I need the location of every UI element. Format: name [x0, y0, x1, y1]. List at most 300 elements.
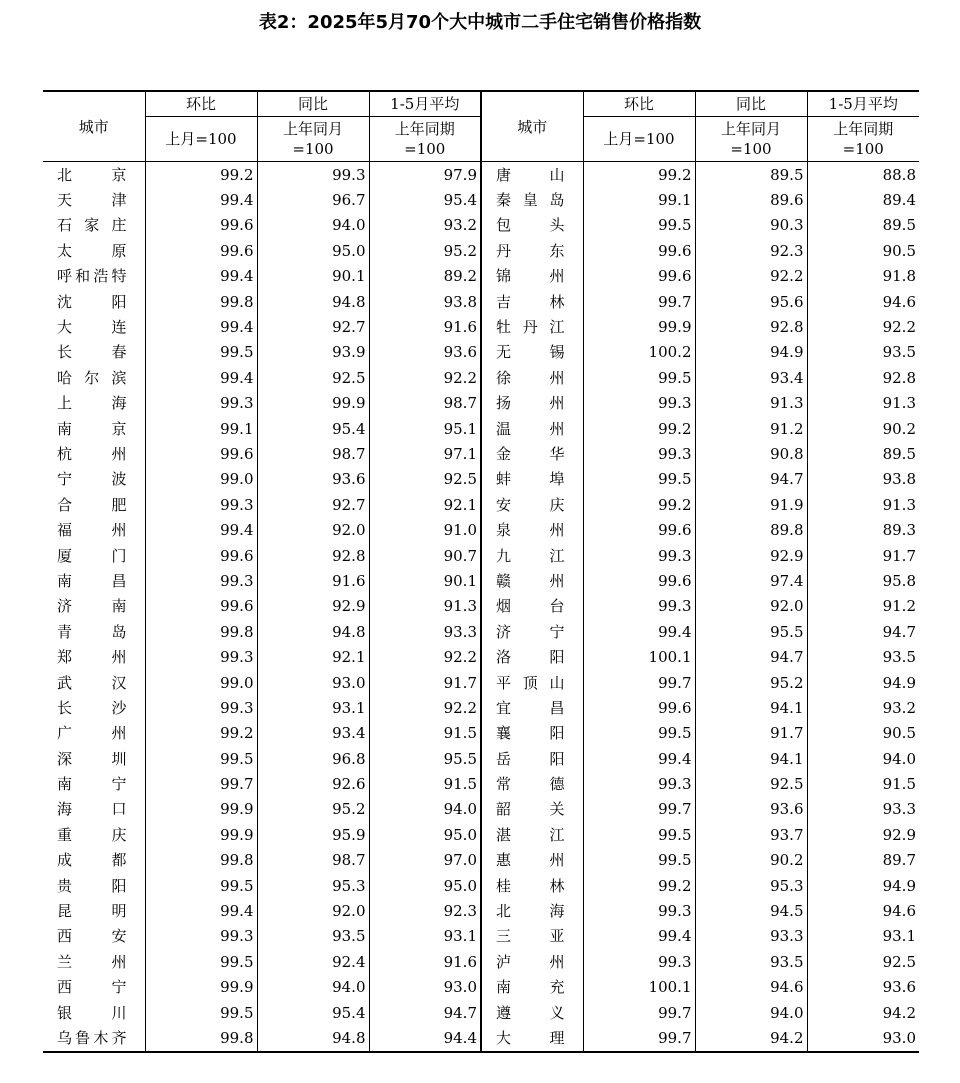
table-row: [43, 822, 919, 847]
table-row: [43, 467, 919, 492]
left-city-cell: 南京: [57, 419, 127, 438]
avg-base-label-left: [369, 117, 481, 162]
city-column-header-left: 城市: [43, 91, 145, 162]
left-avg-cell: 91.5: [369, 721, 481, 746]
left-city-cell: 沈阳: [57, 292, 127, 311]
left-city-cell: 深圳: [57, 749, 127, 768]
left-city-cell: 长沙: [57, 698, 127, 717]
right-avg-cell: 89.5: [807, 213, 919, 238]
left-mom-cell: 99.4: [145, 264, 257, 289]
table-row: [43, 441, 919, 466]
table-row: [43, 644, 919, 669]
table-row: [43, 1025, 919, 1051]
right-city-cell: 遵义: [481, 1000, 583, 1025]
right-city-cell: 唐山: [481, 162, 583, 188]
left-mom-cell: 99.5: [145, 949, 257, 974]
left-mom-cell: 99.3: [145, 492, 257, 517]
left-avg-cell: 94.7: [369, 1000, 481, 1025]
table-header: [43, 91, 919, 162]
right-avg-cell: 92.9: [807, 822, 919, 847]
table-row: [43, 975, 919, 1000]
avg-base-line1: 上年同期: [833, 120, 894, 138]
left-yoy-cell: 98.7: [257, 441, 369, 466]
left-yoy-cell: 95.9: [257, 822, 369, 847]
right-mom-cell: 99.5: [583, 822, 695, 847]
right-city-cell: 惠州: [481, 848, 583, 873]
right-yoy-cell: 92.3: [695, 238, 807, 263]
right-mom-cell: 99.4: [583, 746, 695, 771]
mom-column-header-right: 环比: [583, 91, 695, 117]
left-yoy-cell: 94.8: [257, 619, 369, 644]
right-avg-cell: 89.4: [807, 187, 919, 212]
left-yoy-cell: 92.4: [257, 949, 369, 974]
right-city-cell: 扬州: [481, 391, 583, 416]
left-city-cell: 长春: [57, 343, 127, 362]
left-mom-cell: 99.5: [145, 1000, 257, 1025]
right-city-cell: 烟台: [481, 594, 583, 619]
right-mom-cell: 99.3: [583, 441, 695, 466]
right-yoy-cell: 92.2: [695, 264, 807, 289]
table-row: [43, 594, 919, 619]
left-city-cell: 武汉: [57, 673, 127, 692]
right-city-cell: 湛江: [481, 822, 583, 847]
table-row: [43, 797, 919, 822]
table-row: [43, 771, 919, 796]
right-city-cell: 秦皇岛: [481, 187, 583, 212]
right-city-cell: 襄阳: [481, 721, 583, 746]
table-row: [43, 492, 919, 517]
left-avg-cell: 93.8: [369, 289, 481, 314]
right-mom-cell: 99.5: [583, 213, 695, 238]
yoy-base-line2: =100: [730, 140, 772, 158]
right-avg-cell: 93.1: [807, 924, 919, 949]
right-yoy-cell: 95.2: [695, 670, 807, 695]
right-avg-cell: 91.7: [807, 543, 919, 568]
avg-base-line2: =100: [842, 140, 884, 158]
right-avg-cell: 92.2: [807, 314, 919, 339]
left-avg-cell: 89.2: [369, 264, 481, 289]
left-city-cell: 南宁: [57, 775, 127, 794]
table-row: [43, 213, 919, 238]
left-mom-cell: 99.6: [145, 238, 257, 263]
yoy-base-label-right: [695, 117, 807, 162]
left-avg-cell: 93.2: [369, 213, 481, 238]
left-mom-cell: 99.8: [145, 848, 257, 873]
right-yoy-cell: 93.5: [695, 949, 807, 974]
left-city-cell: 石家庄: [57, 216, 127, 235]
right-yoy-cell: 94.1: [695, 746, 807, 771]
right-yoy-cell: 94.9: [695, 340, 807, 365]
yoy-base-line1: 上年同月: [720, 120, 781, 138]
left-yoy-cell: 96.7: [257, 187, 369, 212]
right-mom-cell: 99.7: [583, 670, 695, 695]
right-city-cell: 九江: [481, 543, 583, 568]
right-mom-cell: 99.4: [583, 619, 695, 644]
right-avg-cell: 92.8: [807, 365, 919, 390]
left-yoy-cell: 95.3: [257, 873, 369, 898]
avg-column-header-left: 1-5月平均: [369, 91, 481, 117]
right-city-cell: 蚌埠: [481, 467, 583, 492]
left-city-cell: 成都: [57, 851, 127, 870]
table-row: [43, 721, 919, 746]
left-yoy-cell: 95.4: [257, 416, 369, 441]
left-city-cell: 重庆: [57, 825, 127, 844]
right-yoy-cell: 92.9: [695, 543, 807, 568]
left-yoy-cell: 93.0: [257, 670, 369, 695]
left-city-cell: 兰州: [57, 952, 127, 971]
mom-column-header-left: 环比: [145, 91, 257, 117]
left-mom-cell: 99.5: [145, 340, 257, 365]
right-avg-cell: 93.5: [807, 340, 919, 365]
left-mom-cell: 99.9: [145, 975, 257, 1000]
right-avg-cell: 93.6: [807, 975, 919, 1000]
right-yoy-cell: 94.7: [695, 467, 807, 492]
left-avg-cell: 91.3: [369, 594, 481, 619]
right-yoy-cell: 94.0: [695, 1000, 807, 1025]
left-yoy-cell: 98.7: [257, 848, 369, 873]
left-avg-cell: 92.5: [369, 467, 481, 492]
right-mom-cell: 99.3: [583, 949, 695, 974]
right-avg-cell: 91.3: [807, 492, 919, 517]
right-yoy-cell: 94.5: [695, 898, 807, 923]
left-avg-cell: 91.6: [369, 314, 481, 339]
right-city-cell: 温州: [481, 416, 583, 441]
table-row: [43, 670, 919, 695]
left-avg-cell: 92.2: [369, 644, 481, 669]
left-yoy-cell: 95.4: [257, 1000, 369, 1025]
right-mom-cell: 99.5: [583, 467, 695, 492]
left-avg-cell: 97.1: [369, 441, 481, 466]
left-city-cell: 合肥: [57, 495, 127, 514]
right-yoy-cell: 92.0: [695, 594, 807, 619]
right-avg-cell: 89.7: [807, 848, 919, 873]
right-mom-cell: 99.6: [583, 695, 695, 720]
right-mom-cell: 99.6: [583, 517, 695, 542]
avg-column-header-right: 1-5月平均: [807, 91, 919, 117]
right-avg-cell: 94.6: [807, 898, 919, 923]
table-row: [43, 187, 919, 212]
table-row: [43, 416, 919, 441]
right-avg-cell: 90.2: [807, 416, 919, 441]
left-avg-cell: 93.3: [369, 619, 481, 644]
right-city-cell: 无锡: [481, 340, 583, 365]
left-yoy-cell: 92.8: [257, 543, 369, 568]
right-yoy-cell: 91.2: [695, 416, 807, 441]
right-mom-cell: 99.7: [583, 1000, 695, 1025]
right-avg-cell: 94.7: [807, 619, 919, 644]
right-yoy-cell: 94.7: [695, 644, 807, 669]
right-mom-cell: 99.6: [583, 238, 695, 263]
table-body: [43, 162, 919, 1052]
right-yoy-cell: 90.8: [695, 441, 807, 466]
table-row: [43, 949, 919, 974]
left-city-cell: 宁波: [57, 470, 127, 489]
city-column-header-right: 城市: [481, 91, 583, 162]
right-mom-cell: 99.3: [583, 898, 695, 923]
right-yoy-cell: 97.4: [695, 568, 807, 593]
left-yoy-cell: 92.0: [257, 898, 369, 923]
left-yoy-cell: 93.1: [257, 695, 369, 720]
right-city-cell: 锦州: [481, 264, 583, 289]
right-avg-cell: 91.8: [807, 264, 919, 289]
right-city-cell: 丹东: [481, 238, 583, 263]
left-mom-cell: 99.4: [145, 314, 257, 339]
table-row: [43, 365, 919, 390]
right-mom-cell: 100.1: [583, 644, 695, 669]
left-mom-cell: 99.1: [145, 416, 257, 441]
right-city-cell: 宜昌: [481, 695, 583, 720]
left-avg-cell: 95.0: [369, 873, 481, 898]
table-row: [43, 391, 919, 416]
page-title: 表2：2025年5月70个大中城市二手住宅销售价格指数: [258, 12, 702, 33]
left-mom-cell: 99.3: [145, 695, 257, 720]
left-yoy-cell: 92.6: [257, 771, 369, 796]
left-mom-cell: 99.5: [145, 746, 257, 771]
left-mom-cell: 99.6: [145, 213, 257, 238]
left-city-cell: 广州: [57, 724, 127, 743]
left-avg-cell: 97.9: [369, 162, 481, 188]
right-mom-cell: 99.3: [583, 543, 695, 568]
right-avg-cell: 93.2: [807, 695, 919, 720]
left-mom-cell: 99.7: [145, 771, 257, 796]
right-avg-cell: 90.5: [807, 238, 919, 263]
left-mom-cell: 99.5: [145, 873, 257, 898]
right-city-cell: 赣州: [481, 568, 583, 593]
right-mom-cell: 99.7: [583, 1025, 695, 1051]
right-city-cell: 徐州: [481, 365, 583, 390]
left-avg-cell: 95.1: [369, 416, 481, 441]
left-yoy-cell: 92.0: [257, 517, 369, 542]
left-yoy-cell: 94.0: [257, 975, 369, 1000]
left-mom-cell: 99.0: [145, 670, 257, 695]
left-avg-cell: 95.5: [369, 746, 481, 771]
right-city-cell: 泉州: [481, 517, 583, 542]
left-city-cell: 杭州: [57, 444, 127, 463]
mom-base-label-left: 上月=100: [145, 117, 257, 162]
right-avg-cell: 93.0: [807, 1025, 919, 1051]
left-yoy-cell: 96.8: [257, 746, 369, 771]
left-avg-cell: 92.2: [369, 695, 481, 720]
right-city-cell: 牡丹江: [481, 314, 583, 339]
left-city-cell: 上海: [57, 394, 127, 413]
right-yoy-cell: 93.4: [695, 365, 807, 390]
table-row: [43, 162, 919, 188]
right-mom-cell: 99.9: [583, 314, 695, 339]
avg-base-line1: 上年同期: [394, 120, 455, 138]
left-mom-cell: 99.3: [145, 924, 257, 949]
right-city-cell: 北海: [481, 898, 583, 923]
avg-base-line2: =100: [404, 140, 446, 158]
right-city-cell: 洛阳: [481, 644, 583, 669]
left-avg-cell: 92.2: [369, 365, 481, 390]
right-avg-cell: 93.3: [807, 797, 919, 822]
right-yoy-cell: 91.3: [695, 391, 807, 416]
left-yoy-cell: 93.5: [257, 924, 369, 949]
left-city-cell: 西安: [57, 927, 127, 946]
left-avg-cell: 91.0: [369, 517, 481, 542]
left-city-cell: 厦门: [57, 546, 127, 565]
left-mom-cell: 99.6: [145, 441, 257, 466]
right-city-cell: 包头: [481, 213, 583, 238]
right-city-cell: 大理: [481, 1025, 583, 1051]
yoy-base-label-left: [257, 117, 369, 162]
left-avg-cell: 94.4: [369, 1025, 481, 1051]
table-row: [43, 695, 919, 720]
left-mom-cell: 99.4: [145, 517, 257, 542]
right-yoy-cell: 89.8: [695, 517, 807, 542]
right-yoy-cell: 91.7: [695, 721, 807, 746]
left-mom-cell: 99.8: [145, 289, 257, 314]
left-avg-cell: 98.7: [369, 391, 481, 416]
right-yoy-cell: 95.5: [695, 619, 807, 644]
right-mom-cell: 99.6: [583, 264, 695, 289]
right-yoy-cell: 94.2: [695, 1025, 807, 1051]
left-mom-cell: 99.2: [145, 162, 257, 188]
right-mom-cell: 99.3: [583, 771, 695, 796]
right-avg-cell: 94.2: [807, 1000, 919, 1025]
left-yoy-cell: 90.1: [257, 264, 369, 289]
right-yoy-cell: 95.3: [695, 873, 807, 898]
left-mom-cell: 99.3: [145, 391, 257, 416]
right-mom-cell: 99.7: [583, 797, 695, 822]
right-mom-cell: 99.2: [583, 492, 695, 517]
right-avg-cell: 89.5: [807, 441, 919, 466]
right-mom-cell: 99.7: [583, 289, 695, 314]
table-row: [43, 898, 919, 923]
left-avg-cell: 92.1: [369, 492, 481, 517]
right-mom-cell: 99.3: [583, 391, 695, 416]
left-city-cell: 郑州: [57, 648, 127, 667]
right-yoy-cell: 92.8: [695, 314, 807, 339]
right-mom-cell: 99.2: [583, 873, 695, 898]
right-city-cell: 安庆: [481, 492, 583, 517]
right-yoy-cell: 93.3: [695, 924, 807, 949]
left-avg-cell: 94.0: [369, 797, 481, 822]
left-city-cell: 天津: [57, 191, 127, 210]
right-mom-cell: 100.1: [583, 975, 695, 1000]
avg-base-label-right: [807, 117, 919, 162]
right-mom-cell: 99.5: [583, 365, 695, 390]
right-city-cell: 金华: [481, 441, 583, 466]
right-avg-cell: 92.5: [807, 949, 919, 974]
left-yoy-cell: 92.7: [257, 492, 369, 517]
table-row: [43, 340, 919, 365]
table-row: [43, 568, 919, 593]
right-mom-cell: 99.4: [583, 924, 695, 949]
left-mom-cell: 99.4: [145, 898, 257, 923]
left-mom-cell: 99.4: [145, 365, 257, 390]
table-row: [43, 746, 919, 771]
left-yoy-cell: 94.8: [257, 1025, 369, 1051]
left-mom-cell: 99.0: [145, 467, 257, 492]
yoy-column-header-left: 同比: [257, 91, 369, 117]
right-mom-cell: 100.2: [583, 340, 695, 365]
table-row: [43, 619, 919, 644]
right-city-cell: 岳阳: [481, 746, 583, 771]
left-mom-cell: 99.9: [145, 797, 257, 822]
table-row: [43, 873, 919, 898]
left-city-cell: 乌鲁木齐: [57, 1028, 127, 1047]
yoy-column-header-right: 同比: [695, 91, 807, 117]
left-yoy-cell: 92.5: [257, 365, 369, 390]
left-yoy-cell: 99.3: [257, 162, 369, 188]
right-avg-cell: 89.3: [807, 517, 919, 542]
left-yoy-cell: 95.2: [257, 797, 369, 822]
right-city-cell: 韶关: [481, 797, 583, 822]
table-row: [43, 289, 919, 314]
right-mom-cell: 99.5: [583, 848, 695, 873]
left-avg-cell: 90.7: [369, 543, 481, 568]
yoy-base-line2: =100: [292, 140, 334, 158]
mom-base-label-right: 上月=100: [583, 117, 695, 162]
left-yoy-cell: 93.4: [257, 721, 369, 746]
left-yoy-cell: 91.6: [257, 568, 369, 593]
left-city-cell: 福州: [57, 521, 127, 540]
right-city-cell: 桂林: [481, 873, 583, 898]
left-city-cell: 昆明: [57, 902, 127, 921]
right-city-cell: 南充: [481, 975, 583, 1000]
right-avg-cell: 94.9: [807, 873, 919, 898]
left-city-cell: 海口: [57, 800, 127, 819]
left-avg-cell: 91.7: [369, 670, 481, 695]
left-avg-cell: 91.5: [369, 771, 481, 796]
right-yoy-cell: 91.9: [695, 492, 807, 517]
right-mom-cell: 99.3: [583, 594, 695, 619]
left-avg-cell: 95.4: [369, 187, 481, 212]
yoy-base-line1: 上年同月: [282, 120, 343, 138]
right-city-cell: 平顶山: [481, 670, 583, 695]
right-yoy-cell: 93.7: [695, 822, 807, 847]
left-mom-cell: 99.8: [145, 1025, 257, 1051]
right-avg-cell: 93.5: [807, 644, 919, 669]
left-yoy-cell: 93.9: [257, 340, 369, 365]
left-avg-cell: 95.2: [369, 238, 481, 263]
right-avg-cell: 93.8: [807, 467, 919, 492]
left-mom-cell: 99.3: [145, 644, 257, 669]
right-avg-cell: 94.0: [807, 746, 919, 771]
right-city-cell: 常德: [481, 771, 583, 796]
left-avg-cell: 95.0: [369, 822, 481, 847]
right-avg-cell: 94.6: [807, 289, 919, 314]
left-avg-cell: 93.0: [369, 975, 481, 1000]
price-index-table: [43, 90, 919, 1053]
left-city-cell: 贵阳: [57, 876, 127, 895]
right-avg-cell: 94.9: [807, 670, 919, 695]
right-yoy-cell: 89.5: [695, 162, 807, 188]
table-row: [43, 314, 919, 339]
table-row: [43, 517, 919, 542]
left-yoy-cell: 92.9: [257, 594, 369, 619]
table-row: [43, 924, 919, 949]
left-city-cell: 西宁: [57, 978, 127, 997]
left-city-cell: 银川: [57, 1003, 127, 1022]
right-yoy-cell: 93.6: [695, 797, 807, 822]
table-row: [43, 543, 919, 568]
left-yoy-cell: 92.7: [257, 314, 369, 339]
right-city-cell: 三亚: [481, 924, 583, 949]
left-yoy-cell: 92.1: [257, 644, 369, 669]
left-yoy-cell: 95.0: [257, 238, 369, 263]
left-city-cell: 青岛: [57, 622, 127, 641]
left-avg-cell: 97.0: [369, 848, 481, 873]
left-city-cell: 太原: [57, 241, 127, 260]
left-city-cell: 南昌: [57, 571, 127, 590]
left-avg-cell: 93.1: [369, 924, 481, 949]
right-city-cell: 泸州: [481, 949, 583, 974]
left-avg-cell: 92.3: [369, 898, 481, 923]
right-avg-cell: 95.8: [807, 568, 919, 593]
left-mom-cell: 99.3: [145, 568, 257, 593]
